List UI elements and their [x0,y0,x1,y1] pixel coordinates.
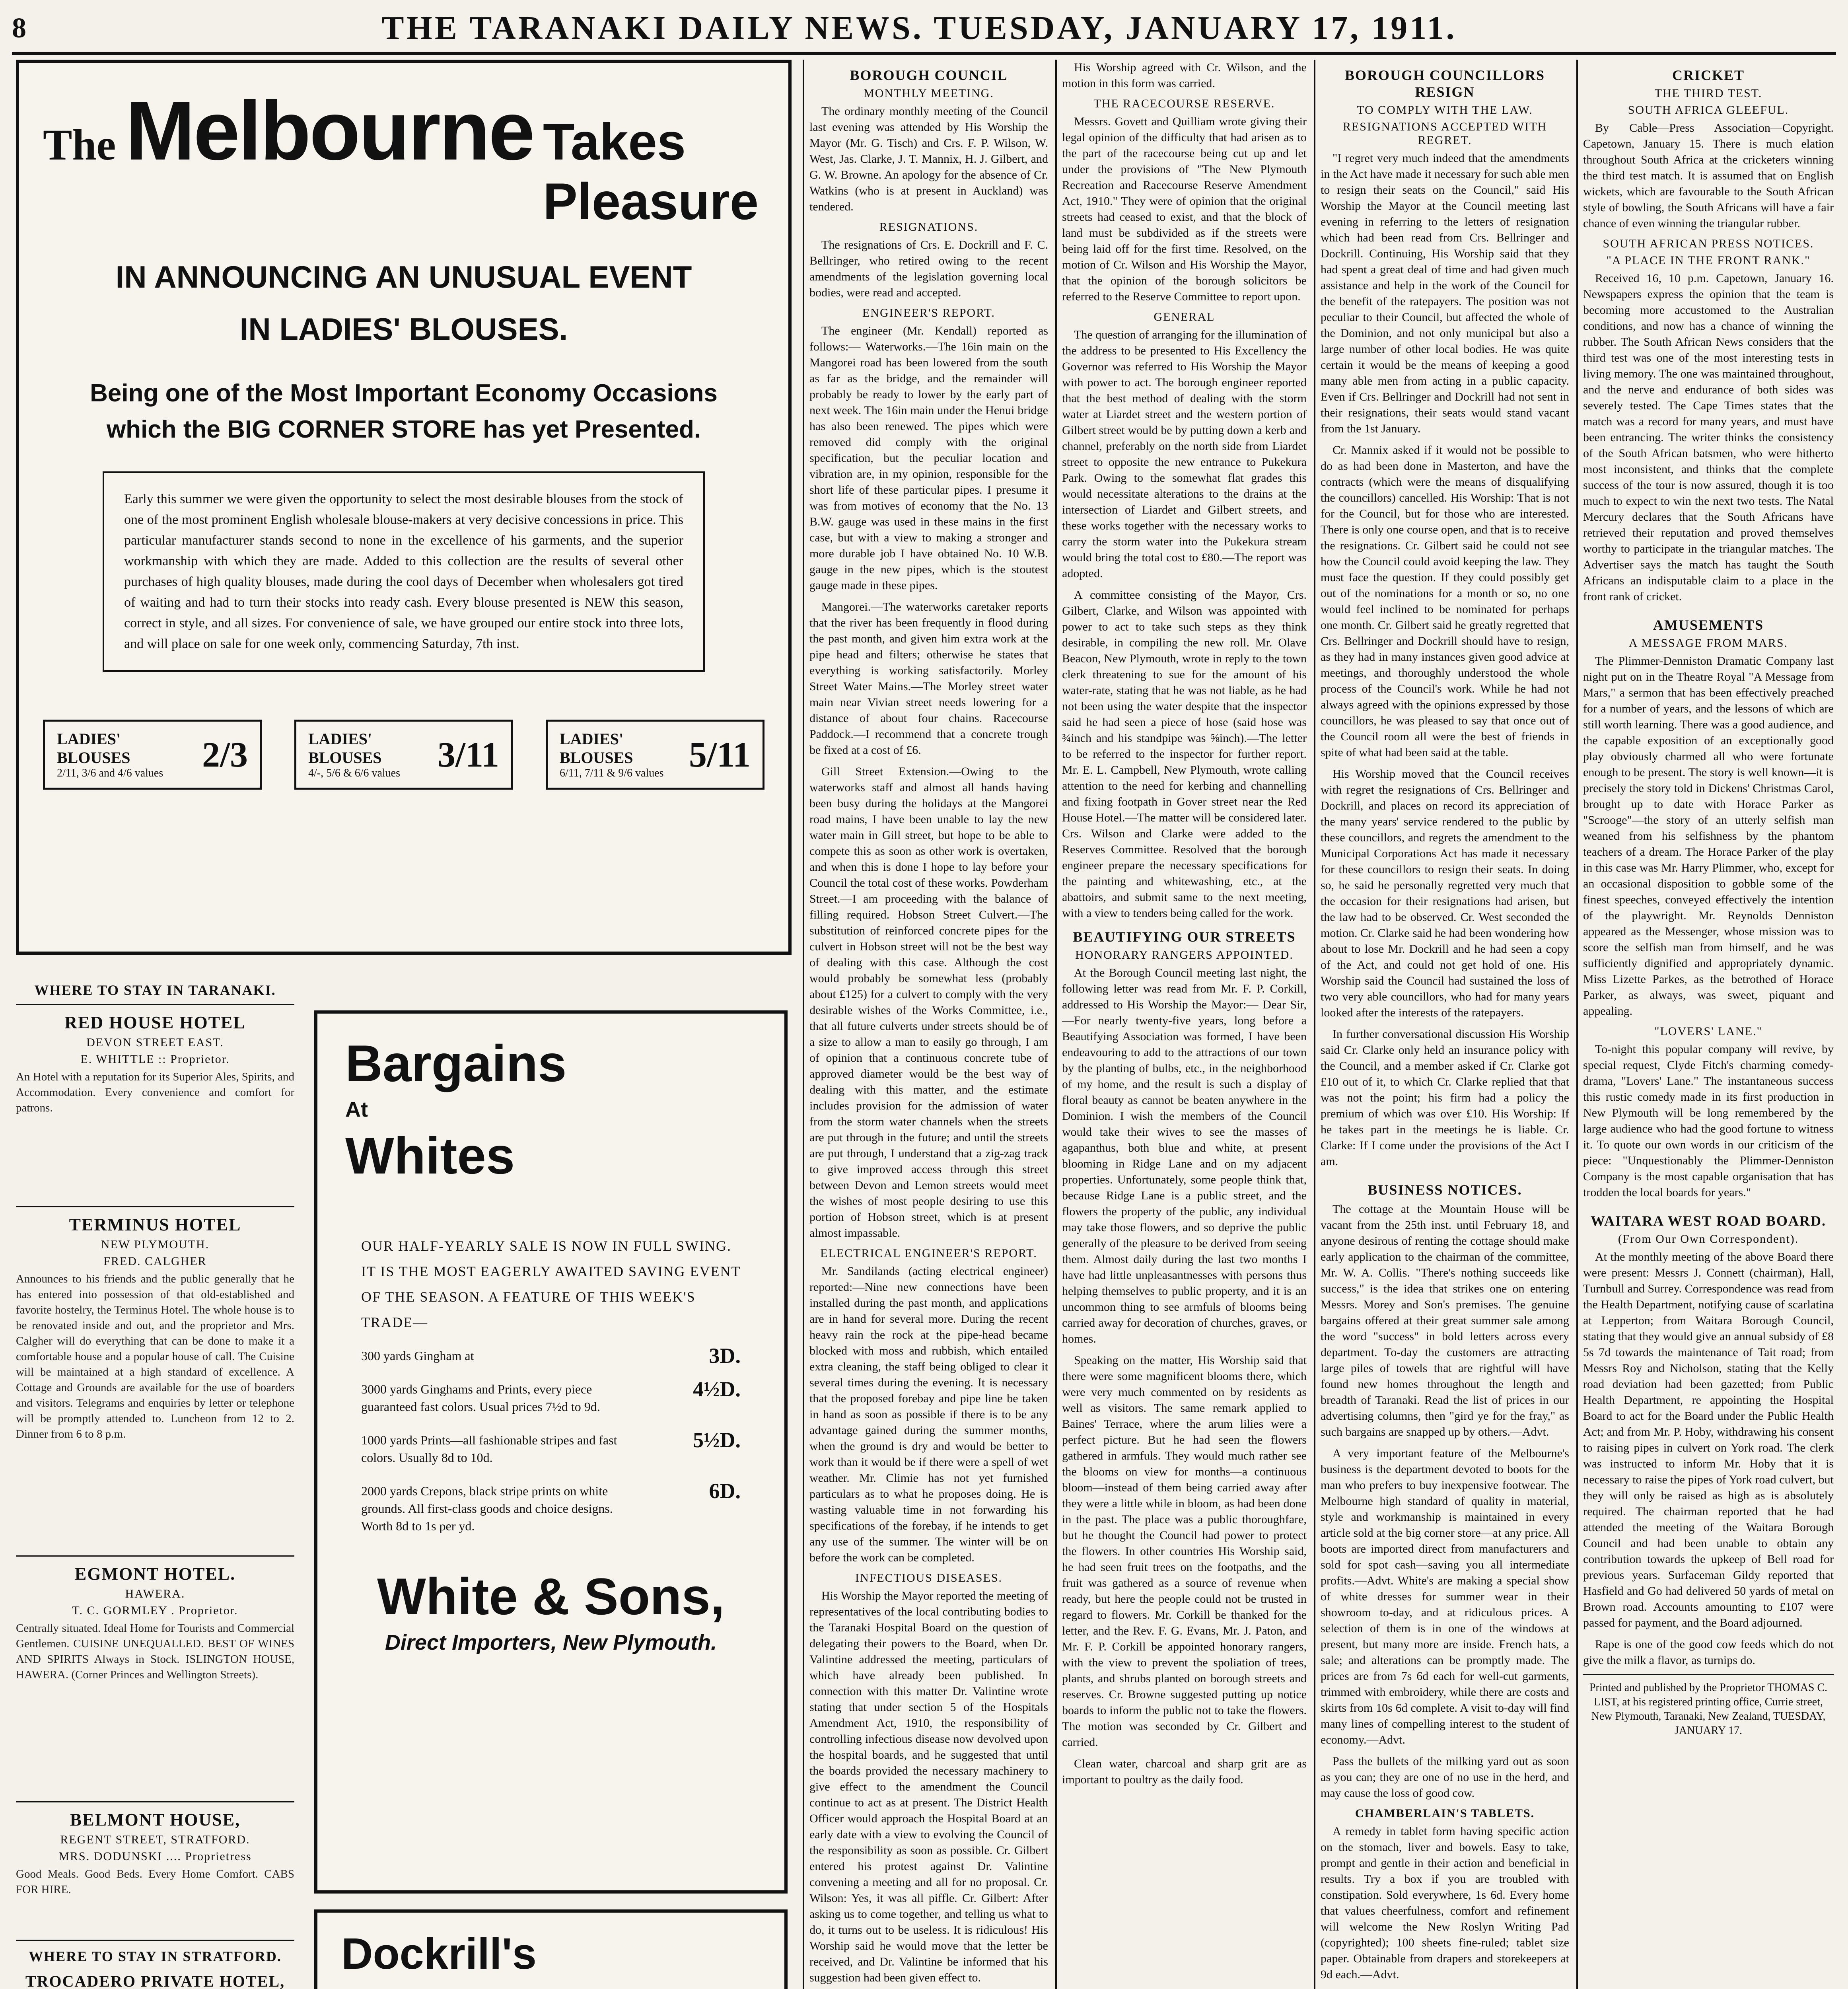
article-paragraph: Mr. Sandilands (acting electrical engineer) reported:—Nine new connections have been installed during the past month, and applications are in hand for several more. During the recent heavy rain the rock at the pipe-head became blocked with moss and rubbish, which entailed extra cleaning, the staff being obliged to clear it several times during the evening. It is necessary that the proposed forebay and pipe line be taken in hand as soon as possible if there is to be any advantage gained during the summer months, when the ground is dry and would be better to work than it would be if there were a spell of wet weather. Mr. Climie has not yet furnished particulars as to what he proposes doing. He is wasting valuable time in not forwarding his specifications of the forebay, if he intends to get any use of the summer. The winter will be on before the work can be completed. [809,1265,1048,1564]
item-desc: 1000 yards Prints—all fashionable stripes and fast colors. Usually 8d to 10d. [361,1433,617,1465]
item-price: 4½D. [693,1377,741,1401]
article-paragraph: A remedy in tablet form having specific action on the stomach, liver and bowels. Easy to take, prompt and gentle in their action and beneficial in results. Try a box if you are troubled with constipation. Sold everywhere, 1s 6d. Every home that values cheerfulness, comfort and refinement will welcome the New Roslyn Writing Pad (copyrighted); 100 sheets fine-ruled; tablet size paper. Obtainable from drapers and storekeepers at 9d each.—Advt. [1321,1825,1569,1981]
beautify-heading: BEAUTIFYING OUR STREETS [1073,929,1296,945]
belmont-proprietor: MRS. DODUNSKI .... Proprietress [58,1850,252,1863]
column-rule [1576,60,1578,1989]
terminus-address: NEW PLYMOUTH. [101,1238,210,1251]
article-paragraph: A committee consisting of the Mayor, Crs. Gilbert, Clarke, and Wilson was appointed with power to act to take such steps as they think desirable, in compiling the new roll. Mr. Olave Beacon, New Plymouth, wrote in reply to the town clerk threatening to sue for the amount of his water-rate, stating that he was not liable, as he had not been using the water despite that the inspector said he had seen a piece of hose (said hose was ¾inch and his standpipe was ⅝inch).—The letter to be referred to the inspector for further report. Mr. E. L. Campbell, New Plymouth, wrote calling attention to the need for kerbing and channelling and fixing footpath in Gover street near the Red House Hotel.—The matter will be considered later. Crs. Wilson and Clarke were added to the Reserves Committee. Resolved that the borough engineer prepare the necessary specifications for the painting and whitewashing, etc., at the abattoirs, and submit same to the next meeting, with a view to tenders being called for the work. [1062,588,1307,920]
item-desc: 3000 yards Ginghams and Prints, every piece guaranteed fast colors. Usual prices 7½d to 9d. [361,1382,600,1414]
item-price: 3D. [709,1344,741,1368]
whites-ad [314,1010,788,1894]
dockrill-title: Dockrill's [341,1929,537,1978]
lot-values: 2/11, 3/6 and 4/6 values [57,767,163,779]
lot-label: LADIES' BLOUSES [560,730,633,767]
cricket-place: "A PLACE IN THE FRONT RANK." [1606,254,1811,267]
article-paragraph: The cottage at the Mountain House will be vacant from the 25th inst. until February 18, and anyone desirous of renting the cottage should make early application to the chairman of the committee, Mr. W. A. Collis. "There's nothing succeeds like success," is the idea that strikes one on entering Messrs. Morey and Son's premises. The genuine bargains offered at their great summer sale among the word "success" in bold letters across every department. To-day the customers are attracting large piles of towels that are rightful will have found new homes throughout the length and breadth of Taranaki. Read the list of prices in our advertising columns, then "gird ye for the fray," as such bargains are snapped up by others.—Advt. [1321,1203,1569,1438]
article-paragraph: "I regret very much indeed that the amendments in the Act have made it necessary for such able men to resign their seats on the Council," said His Worship the Mayor at the Council meeting last evening in referring to the letters of resignation which had been read from Crs. Bellringer and Dockrill. Continuing, His Worship said that they had spent a great deal of time and had given much assistance and help in the work of the Council for the benefit of the ratepayers. The position was not peculiar to their Council, but affected the whole of the Dominion, and not only municipal but also a large number of other local bodies. He was quite certain it would be the means of keeping a good many able men from acting in a public capacity. Even if Crs. Bellringer and Dockrill had not sent in their resignations, their seats would stand vacant from the 1st January. [1321,152,1569,435]
waitara-own: (From Our Own Correspondent). [1618,1232,1799,1246]
blouse-lot-1 [43,720,262,790]
article-paragraph: The resignations of Crs. E. Dockrill and F. C. Bellringer, who retired owing to the recent amendments of the legislation governing local bodies, were read and accepted. [809,238,1048,299]
whites-bargains: Bargains [345,1034,567,1092]
council-resignations: RESIGNATIONS. [879,220,978,234]
article-paragraph: The ordinary monthly meeting of the Council last evening was attended by His Worship the Mayor (Mr. G. Tisch) and Crs. F. P. Wilson, W. West, Jas. Clarke, J. T. Mannix, H. J. Gilbert, and G. W. Browne. An apology for the absence of Cr. Watkins (who is at present in Auckland) was tendered. [809,105,1048,213]
article-paragraph: The Plimmer-Denniston Dramatic Company last night put on in the Theatre Royal "A Message from Mars," a sermon that has been effectively preached for a number of years, and the lessons of which are still worth learning. There was a good audience, and the capable exposition of an exceptionally good play obviously charmed all who were fortunate enough to be present. The story is well known—it is precisely the story told in Dickens' Christmas Carol, brought up to date with Horace Parker as "Scrooge"—the story of an utterly selfish man weaned from his selfishness by the phantom teachers of a dream. The Horace Parker of the play in this case was Mr. Harry Plimmer, who, except for an occasional disposition to gobble some of the finest speeches, conveyed effectively the intention of the playwright. Mr. Reynolds Denniston appeared as the Messenger, whose mission was to score the selfish man from himself, and he was sufficiently dignified and appropriately dynamic. Miss Lizette Parkes, as the betrothed of Horace Parker, as always, was sweet, piquant and appealing. [1583,654,1834,1018]
amusements-heading: AMUSEMENTS [1653,617,1764,633]
lot-values: 6/11, 7/11 & 9/6 values [560,767,664,779]
melbourne-body: Early this summer we were given the opportunity to select the most desirable blouses from the stock of one of the most prominent English wholesale blouse-makers at very decisive concessions in price. This particular manufacturer stands second to none in the excellence of his garments, and the superior workmanship with which they are made. Added to this collection are the results of several other purchases of high quality blouses, made during the cool days of December when wholesalers got tired of waiting and had to turn their stocks into ready cash. Every blouse presented is NEW this season, correct in style, and all sizes. For convenience of sale, we have grouped our entire stock into three lots, and will place on sale for one week only, commencing Saturday, 7th inst. [103,471,705,672]
melbourne-takes-pleasure: Takes Pleasure [543,113,759,230]
whites-item [361,1428,741,1466]
lot-price: 2/3 [202,735,248,775]
egmont-name: EGMONT HOTEL. [74,1564,236,1584]
melbourne-brand: Melbourne [125,84,534,177]
whites-at: At [345,1098,368,1121]
item-desc: 2000 yards Crepons, black stripe prints on white grounds. All first-class goods and choice designs. Worth 8d to 1s per yd. [361,1484,613,1533]
cricket-sub2: SOUTH AFRICA GLEEFUL. [1628,103,1789,117]
cricket-heading: CRICKET [1672,67,1745,83]
article-paragraph: In further conversational discussion His Worship said Cr. Clarke only held an insurance policy with the Council, and a member asked if Cr. Clarke got £10 out of it, to which Cr. Clarke replied that that was not the point; his firm had a policy the premium of which was over £10. His Worship: If he takes part in the meetings he is liable. Cr. Clarke: If I come under the provisions of the Act I am. [1321,1028,1569,1168]
article-paragraph: His Worship agreed with Cr. Wilson, and the motion in this form was carried. [1062,61,1307,90]
resign-heading: BOROUGH COUNCILLORS RESIGN [1344,67,1545,100]
melbourne-line3: Being one of the Most Important Economy Occasions [90,380,718,407]
column-rule [1314,60,1315,1989]
dockrill-ad [314,1909,788,1989]
column-rule [1055,60,1057,1989]
article-paragraph: Rape is one of the good cow feeds which do not give the milk a flavor, as turnips do. [1583,1638,1834,1667]
article-paragraph: The engineer (Mr. Kendall) reported as follows:— Waterworks.—The 16in main on the Mangorei road has been lowered from the south as far as the bridge, and the remainder will probably be ready to lower by the early part of next week. The 16in main under the Henui bridge has also been renewed. The pipes which were removed did comply with the original specification, but the peculiar location and vibration are, in my opinion, responsible for the short life of these particular pipes. I presume it was from motives of economy that the No. 13 B.W. gauge was used in these mains in the first case, but with a view to making a stronger and more durable job I have obtained No. 10 W.B. gauge in the new pipes, which is the stoutest gauge made in these pipes. [809,324,1048,592]
whites-footer: White & Sons, [377,1567,725,1625]
belmont-address: REGENT STREET, STRATFORD. [60,1833,250,1846]
council-infectious: INFECTIOUS DISEASES. [855,1571,1003,1584]
chamberlain-heading: CHAMBERLAIN'S TABLETS. [1355,1807,1535,1820]
business-heading: BUSINESS NOTICES. [1368,1182,1522,1198]
melbourne-line2: IN LADIES' BLOUSES. [239,311,568,346]
terminus-name: TERMINUS HOTEL [69,1215,241,1234]
egmont-proprietor: T. C. GORMLEY . Proprietor. [72,1604,238,1617]
item-price: 6D. [709,1479,741,1503]
council-sub: MONTHLY MEETING. [864,87,994,100]
article-paragraph: Clean water, charcoal and sharp grit are as important to poultry as the daily food. [1062,1757,1307,1786]
melbourne-line1: IN ANNOUNCING AN UNUSUAL EVENT [115,259,692,294]
mars-sub: A MESSAGE FROM MARS. [1628,636,1788,650]
melbourne-ad [16,60,792,955]
borough-council-column [809,60,1048,1989]
cricket-sub: THE THIRD TEST. [1654,87,1762,100]
article-paragraph: A very important feature of the Melbourne's business is the department devoted to boots for the man who prefers to buy inexpensive footwear. The Melbourne high standard of quality in material, style and workmanship is maintained in every article sold at the big corner store—at any price. All boots are imported direct from manufacturers and sold for spot cash—saving you all intermediate profits.—Advt. White's are making a special show of white dresses for summer wear in their showroom to-day, and at ridiculous prices. A selection of them is in one of the windows at present, but many more are inside. French hats, a sale; and alterations can be promptly made. The prices are from 7s 6d each for well-cut garments, trimmed with embroidery, while there are costs and skirts from 10s 6d complete. A visit to-day will find many lines of compelling interest to the student of economy.—Advt. [1321,1447,1569,1746]
imprint: Printed and published by the Proprietor THOMAS C. LIST, at his registered printing office, Currie street, New Plymouth, Taranaki, New Zealand, TUESDAY, JANUARY 17. [1589,1682,1828,1737]
lot-price: 3/11 [437,735,499,775]
whites-item [361,1344,741,1368]
trocadero-name: TROCADERO PRIVATE HOTEL, [25,1972,285,1989]
melbourne-the: The [43,121,116,169]
council-racecourse: THE RACECOURSE RESERVE. [1093,97,1275,110]
article-paragraph: At the Borough Council meeting last night, the following letter was read from Mr. F. P. Corkill, addressed to His Worship the Mayor:— Dear Sir,—For nearly twenty-five years, long before a Beautifying Association was formed, I have been endeavouring to add to the attractions of our town by the planting of bulbs, etc., in the neighborhood of my home, and the result is such a display of floral beauty as cannot be beaten anywhere in the Dominion. I wish the members of the Council would take their wives to see the masses of agapanthus, both blue and white, at present blooming in Ridge Lane and on my adjacent properties. Unfortunately, some people think that, because Ridge Lane is a public street, and the flowers the property of the public, any individual may take those flowers, and so deprive the public generally of the pleasure to be derived from seeing them. Almost daily during the last two months I have had little unpleasantnesses with persons thus helping themselves to public property, and it is an uncommon thing to see armfuls of blooms being carried away for decoration of churches, graves, or homes. [1062,966,1307,1345]
article-paragraph: Cr. Mannix asked if it would not be possible to do as had been done in Masterton, and have the contracts (which were the means of disqualifying the councillors) cancelled. His Worship: That is not for the Council, but for those who are interested. There is only one course open, and that is to receive the resignations. Cr. Gilbert said he could not see how the Council could avoid keeping the law. They must face the question. If they could possibly get out of the nominations for a month or so, no one would feel inclined to be nominated for perhaps one month. Cr. Gilbert said he greatly regretted that Crs. Bellringer and Dockrill should have to resign, as they had in many instances given good advice at meetings, and thoroughly understood the whole process of the Council's work. While he had not always agreed with the opinions expressed by those councillors, he was pleased to say that once out of the Council room all were the best of friends in spite of what had been said at the table. [1321,444,1569,759]
article-paragraph: By Cable—Press Association—Copyright. Capetown, January 15. There is much elation throughout South Africa at the cricketers winning the third test match. It is assumed that on English wickets, which are favourable to the South African style of bowling, the South Africans will have a fair chance of even winning the triangular rubber. [1583,121,1834,230]
article-paragraph: Speaking on the matter, His Worship said that there were some magnificent blooms there, which were very much commented on by residents as well as visitors. The same remark applied to Baines' Terrace, where the arum lilies were a perfect picture. But he had seen the flowers gathered in armfuls. They would much rather see the blooms on view for months—a continuous bloom—instead of them being carried away after they were a little while in bloom, as had been done in the past. The place was a public thoroughfare, but he thought the Council had power to protect the flowers. In other countries His Worship said, he had seen fruit trees on the footpaths, and the fruit was gathered as a source of revenue when ready, but here the people could not be trusted in regard to flowers. Mr. Corkill be thanked for the letter, and the Rev. F. G. Evans, Mr. J. Paton, and Mr. F. P. Corkill be appointed honorary rangers, with the view to prevent the spoliation of trees, plants, and shrubs planted on borough streets and reserves. Cr. Browne suggested putting up notice boards to inform the public not to take the flowers. The motion was seconded by Cr. Gilbert and carried. [1062,1354,1307,1749]
whites-intro: OUR HALF-YEARLY SALE IS NOW IN FULL SWING. IT IS THE MOST EAGERLY AWAITED SAVING EVENT OF THE SEASON. A FEATURE OF THIS WEEK'S TRADE— [361,1238,741,1330]
article-paragraph: His Worship moved that the Council receives with regret the resignations of Crs. Bellringer and Dockrill, and places on record its appreciation of the many years' service rendered to the public by these councillors, and regrets the amendment to the Municipal Corporations Act has made it necessary for these councillors to resign their seats. In doing so, he said he personally regretted very much that the occasion for their resignations had arisen, but the law had to be observed. Cr. West seconded the motion. Cr. Clarke said he had been wondering how about to lose Mr. Dockrill and he had seen a copy of the Act, and could not get hold of one. His Worship said the Council had sustained the loss of two very able councillors, who had for many years looked after the interests of the ratepayers. [1321,767,1569,1019]
article-paragraph: Mangorei.—The waterworks caretaker reports that the river has been frequently in flood during the past month, and given him extra work at the pipe head and filters; otherwise he states that everything is working satisfactorily. Morley Street Water Mains.—The Morley street water main near Vivian street needs lowering for a distance of about four chains. Racecourse Paddock.—I recommend that a concrete trough be fixed at a cost of £6. [809,600,1048,757]
red-house-proprietor: E. WHITTLE :: Proprietor. [80,1053,230,1066]
resign-sub: TO COMPLY WITH THE LAW. [1357,103,1533,117]
article-paragraph: Pass the bullets of the milking yard out as soon as you can; they are one of no use in the herd, and may cause the loss of good cow. [1321,1755,1569,1800]
resign-sub2: RESIGNATIONS ACCEPTED WITH REGRET. [1342,120,1547,147]
lot-label: LADIES' BLOUSES [308,730,382,767]
hotels-heading: WHERE TO STAY IN TARANAKI. [34,982,276,998]
belmont-name: BELMONT HOUSE, [70,1810,241,1829]
melbourne-line4: which the BIG CORNER STORE has yet Presented. [106,416,701,443]
terminus-proprietor: FRED. CALGHER [103,1255,207,1268]
hotel-text: Centrally situated. Ideal Home for Tourists and Commercial Gentlemen. CUISINE UNEQUALLED. BEST OF WINES AND SPIRITS Always in Stock. ISLINGTON HOUSE, HAWERA. (Corner Princes and Wellington Streets). [16,1622,294,1681]
hotel-text: An Hotel with a reputation for its Superior Ales, Spirits, and Accommodation. Every convenience and comfort for patrons. [16,1070,294,1114]
article-paragraph: Messrs. Govett and Quilliam wrote giving their legal opinion of the difficulty that had arisen as to the part of the racecourse being cut up and let under the provisions of "The New Plymouth Recreation and Racecourse Reserve Amendment Act, 1910." They were of opinion that the original streets had ceased to exist, and that the block of land must be subdivided as if the streets were being laid off for the first time. Resolved, on the motion of Cr. Wilson and His Worship the Mayor, that the opinion of the borough solicitors be referred to the Reserve Committee to report upon. [1062,115,1307,303]
blouse-lot-3 [546,720,764,790]
page-number: 8 [12,12,26,44]
hotel-text: Announces to his friends and the public generally that he has entered into possession of that old-established and favorite hostelry, the Terminus Hotel. The whole house is to be renovated inside and out, and the proprietor and Mrs. Calgher will do everything that can be done to make it a comfortable house and a popular house of call. The Cuisine will be maintained at a high standard of excellence. A Cottage and Grounds are available for the use of boarders and visitors. Telegrams and enquiries by letter or telephone will be promptly attended to. Luncheon from 12 to 2. Dinner from 6 to 8 p.m. [16,1273,294,1440]
waitara-heading: WAITARA WEST ROAD BOARD. [1590,1213,1827,1229]
council-continued-column [1062,60,1307,1989]
cricket-column [1583,60,1834,1989]
red-house-address: DEVON STREET EAST. [86,1036,224,1049]
masthead [12,4,1836,55]
item-price: 5½D. [693,1428,741,1452]
article-paragraph: At the monthly meeting of the above Board there were present: Messrs J. Connett (chairman), Hall, Turnbull and Surrey. Correspondence was read from the Health Department, notifying cause of scarlatina at Lepperton; from Waitara Borough Council, stating that they would give an annual subsidy of £8 5s 7d towards the maintenance of Tait road; from Messrs Roy and Nicholson, stating that the Kelly road deviation had been gazetted; from Public Health Department, re appointing the Hospital Board to act for the Board under the Public Health Act; and from Mr. P. Hoby, withdrawing his consent to raising pipes in culvert on York road. The clerk was instructed to inform Mr. Hoby that it is necessary to raise the pipes of York road culvert, but they will only be raised as high as is absolutely required. The chairman reported that he had attended the meeting of the Waitara Borough Council and had been unable to obtain any contribution towards the upkeep of Bell road for previous years. Surfaceman Gildy reported that Hasfield and Go had delivered 50 yards of metal on Brown road. Accounts amounting to £107 were passed for payment, and the Board adjourned. [1583,1250,1834,1629]
hotels-column [16,975,294,1989]
resign-column [1321,60,1569,1989]
lovers-sub: "LOVERS' LANE." [1654,1025,1762,1038]
article-paragraph: The question of arranging for the illumination of the address to be presented to His Excellency the Governor was referred to His Worship the Mayor with power to act. The borough engineer reported that the best method of dealing with the storm water at Liardet street and the western portion of Gilbert street would be by putting down a kerb and channel, preferably on the north side from Liardet street to opposite the new entrance to Pukekura Park. Owing to the somewhat flat grades this would necessitate alterations to the drains at the intersection of Liardet and Gilbert streets, and these works together with the necessary works to carry the storm water into the Pukekura stream would bring the total cost to £80.—The report was adopted. [1062,328,1307,580]
council-general: GENERAL [1154,310,1215,323]
lot-label: LADIES' BLOUSES [57,730,130,767]
red-house-name: RED HOUSE HOTEL [64,1013,246,1032]
stratford-heading: WHERE TO STAY IN STRATFORD. [29,1948,282,1964]
council-electrical: ELECTRICAL ENGINEER'S REPORT. [820,1247,1037,1260]
whites-item [361,1377,741,1415]
newspaper-title: THE TARANAKI DAILY NEWS. TUESDAY, JANUARY 17, 1911. [381,9,1457,47]
item-desc: 300 yards Gingham at [361,1349,474,1363]
whites-store: Whites [345,1127,515,1185]
article-paragraph: His Worship the Mayor reported the meeting of representatives of the local contributing bodies to the Taranaki Hospital Board on the question of delegating their powers to the Board, when Dr. Valintine addressed the meeting, particulars of which have already been published. In connection with this matter Dr. Valintine wrote stating that under section 5 of the Hospitals Amendment Act, 1910, the responsibility of controlling infectious disease now devolved upon the hospital boards, and he suggested that until the boards provided the necessary machinery to give effect to the amendment the Council continue to act as at present. The District Health Officer would approach the Hospital Board at an early date with a view to evolving the Council of the responsibility as soon as possible. Cr. Gilbert entered his protest against Dr. Valintine convening a meeting and all for no proposal. Cr. Wilson: Yes, it was all piffle. Cr. Gilbert: After asking us to come together, and telling us what to do, it turns out to be useless. It is ridiculous! His Worship said he would move that the letter be received, and Dr. Valintine be informed that his suggestion had been given effect to. [809,1589,1048,1984]
whites-item [361,1479,741,1535]
article-paragraph: Received 16, 10 p.m. Capetown, January 16. Newspapers express the opinion that the team is becoming more accustomed to the Australian conditions, and now has a chance of winning the rubber. The South African News considers that the third test was one of the most interesting tests in living memory. The one was maintained throughout, and the nerve and endurance of both sides was severely tested. The Cape Times states that the match was a record for many years, and must have been entrancing. The writer thinks the consistency of the South African batsmen, who were hitherto most inconsistent, and thinks that the complete success of the tour is now assured, though it is too much to expect to win the next two tests. The Natal Mercury declares that the South Africans have retrieved their reputation and proved themselves worthy to participate in the triangular matches. The Advertiser says the match has taught the South Africans an indisputable claim to a place in the front rank of cricket. [1583,272,1834,603]
article-paragraph: Gill Street Extension.—Owing to the waterworks staff and almost all hands having been busy during the holidays at the Mangorei road mains, I have been unable to lay the new water main in Gill street, but hope to be able to compete this as soon as other work is overtaken, and when this is done I hope to lay before your Council the total cost of these works. Powderham Street.—I am proceeding with the balance of filling required. Hobson Street Culvert.—The substitution of reinforced concrete pipes for the culvert in Hobson street will not be the best way of dealing with this case. Although the cost would probably be somewhat less (probably about £125) for a culvert to comply with the very desirable wishes of the Works Committee, i.e., that all future culverts under streets should be of a size to allow a man to easily go through, I am of opinion that a continuous concrete tube of approved diameter would be the best way of dealing with this matter, and the estimate includes provision for the admission of water from the storm water channels when the streets are put through in the future; and until the streets are put through, I understand that a zig-zag track to give improved access through this street between Devon and Lemon streets would meet the wishes of most people desiring to use this portion of Hobson street, which is at present almost impassable. [809,765,1048,1240]
blouse-lot-2 [294,720,513,790]
egmont-address: HAWERA. [125,1587,185,1600]
melbourne-lots [43,720,764,790]
whites-footer-sub: Direct Importers, New Plymouth. [385,1631,717,1654]
lot-price: 5/11 [689,735,751,775]
council-engineer: ENGINEER'S REPORT. [862,306,996,319]
lot-values: 4/-, 5/6 & 6/6 values [308,767,400,779]
hotel-text: Good Meals. Good Beds. Every Home Comfort. CABS FOR HIRE. [16,1868,294,1896]
rangers-sub: HONORARY RANGERS APPOINTED. [1075,948,1294,961]
column-rule [803,60,804,1989]
whites-items [361,1344,741,1535]
melbourne-headline [43,83,764,231]
cricket-press: SOUTH AFRICAN PRESS NOTICES. [1603,237,1814,250]
council-heading: BOROUGH COUNCIL [850,67,1008,83]
article-paragraph: To-night this popular company will revive, by special request, Clyde Fitch's charming comedy-drama, "Lovers' Lane." The instantaneous success this rustic comedy made in its first production in New Plymouth will be long remembered by the large audience who had the good fortune to witness it. To quote our own words in our criticism of the piece: "Unquestionably the Plimmer-Denniston Company is the most capable organisation that has trodden the local boards for years." [1583,1043,1834,1199]
